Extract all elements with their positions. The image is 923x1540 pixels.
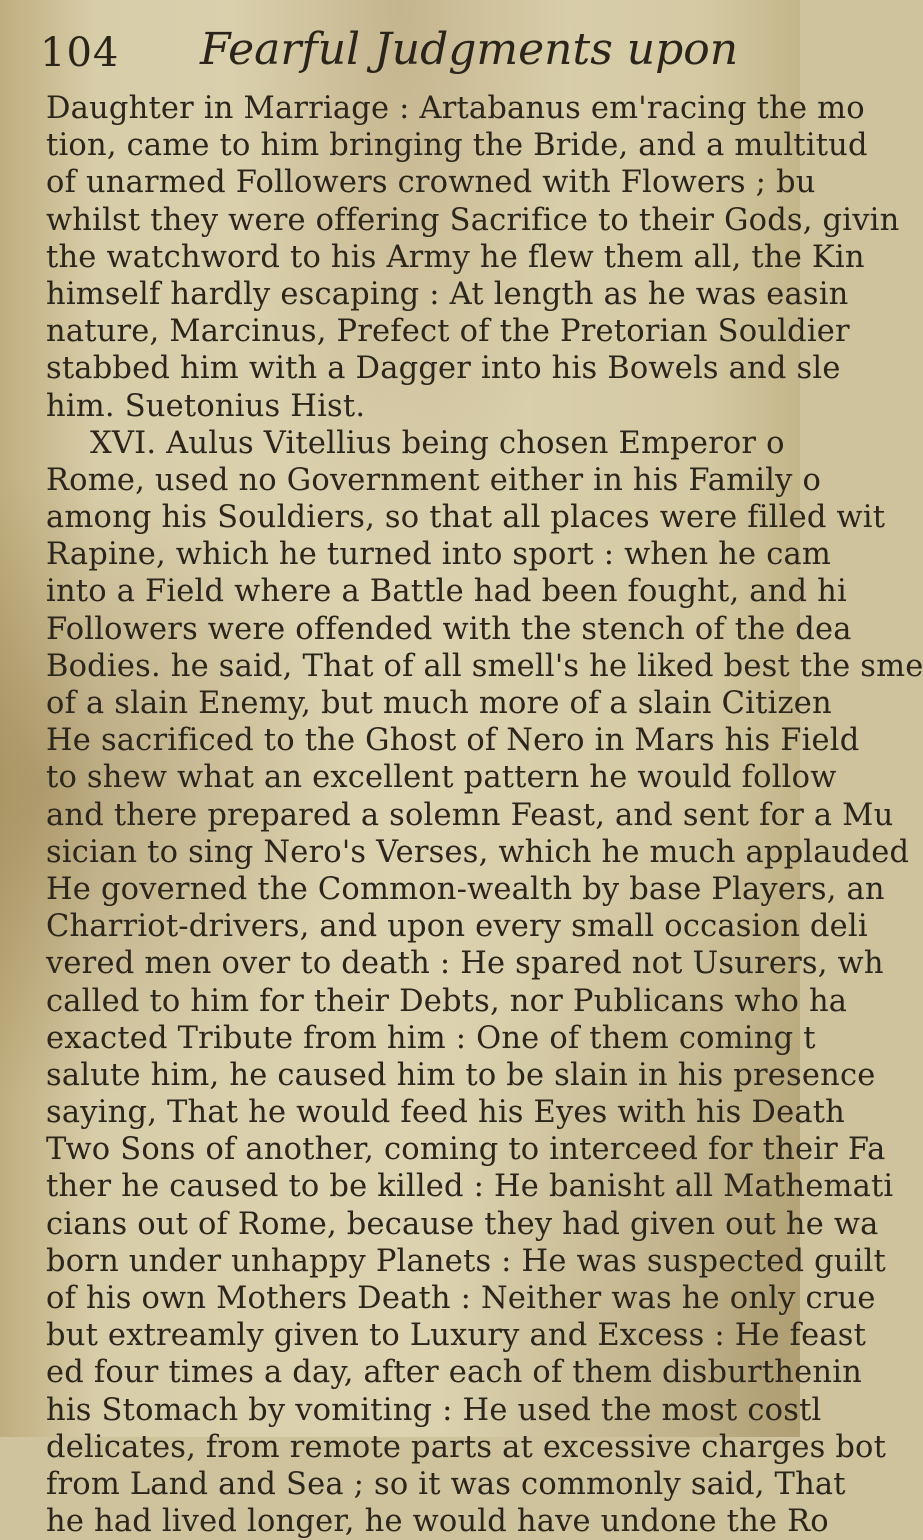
text-line: himself hardly escaping : At length as he was easin	[46, 276, 849, 312]
text-line: the watchword to his Army he flew them all, the Kin	[46, 239, 865, 275]
text-line: among his Souldiers, so that all places were filled wit	[46, 500, 886, 536]
text-line: nature, Marcinus, Prefect of the Pretorian Souldier	[46, 314, 850, 350]
text-line: into a Field where a Battle had been fought, and hi	[46, 574, 847, 610]
running-title: Fearful Judgments upon	[200, 24, 739, 75]
page-number: 104	[40, 30, 120, 76]
text-line: of unarmed Followers crowned with Flowers ; bu	[46, 165, 816, 201]
text-line: to shew what an excellent pattern he would follow	[46, 760, 837, 796]
text-line: Bodies. he said, That of all smell's he liked best the sme	[46, 648, 923, 684]
text-line: vered men over to death : He spared not Usurers, wh	[46, 946, 884, 982]
text-line: of his own Mothers Death : Neither was he only crue	[46, 1281, 876, 1316]
text-line: Two Sons of another, coming to interceed for their Fa	[46, 1132, 886, 1168]
text-line: Rapine, which he turned into sport : when he cam	[46, 537, 831, 573]
text-line: called to him for their Debts, nor Publicans who ha	[46, 983, 848, 1019]
text-line: of a slain Enemy, but much more of a slain Citizen	[46, 686, 832, 721]
text-line: Followers were offended with the stench of the dea	[46, 611, 852, 647]
text-line: He governed the Common-wealth by base Players, an	[46, 871, 885, 907]
text-line: he had lived longer, he would have undone the Ro	[46, 1504, 829, 1540]
text-line: and there prepared a solemn Feast, and sent for a Mu	[46, 797, 894, 833]
text-line: sician to sing Nero's Verses, which he much applauded	[46, 834, 910, 870]
section-heading-line: XVI. Aulus Vitellius being chosen Emperor o	[90, 425, 785, 461]
page-header	[40, 20, 780, 78]
text-line: but extreamly given to Luxury and Excess : He feast	[46, 1318, 867, 1354]
text-line: ther he caused to be killed : He banisht all Mathemati	[46, 1169, 894, 1205]
text-line: ed four times a day, after each of them disburthenin	[46, 1355, 863, 1391]
text-line: salute him, he caused him to be slain in his presence	[46, 1057, 876, 1093]
text-line: cians out of Rome, because they had given out he wa	[46, 1206, 879, 1242]
text-line: stabbed him with a Dagger into his Bowels and sle	[46, 351, 841, 387]
text-line: born under unhappy Planets : He was suspected guilt	[46, 1243, 886, 1279]
text-line: saying, That he would feed his Eyes with his Death	[46, 1095, 846, 1131]
text-line: tion, came to him bringing the Bride, and a multitud	[46, 128, 868, 164]
text-line: exacted Tribute from him : One of them coming t	[46, 1020, 816, 1056]
text-line: his Stomach by vomiting : He used the most costl	[46, 1392, 822, 1428]
text-line: whilst they were offering Sacrifice to their Gods, givin	[46, 202, 900, 238]
text-line: Rome, used no Government either in his Family o	[46, 462, 822, 498]
body-text	[46, 90, 923, 1540]
text-line: Daughter in Marriage : Artabanus em'racing the mo	[46, 91, 865, 126]
text-line: him. Suetonius Hist.	[46, 388, 366, 424]
text-line: He sacrificed to the Ghost of Nero in Mars his Field	[46, 723, 860, 759]
text-line: Charriot-drivers, and upon every small occasion deli	[46, 909, 868, 945]
text-line: from Land and Sea ; so it was commonly said, That	[46, 1466, 846, 1502]
text-line: delicates, from remote parts at excessive charges bot	[46, 1429, 887, 1465]
